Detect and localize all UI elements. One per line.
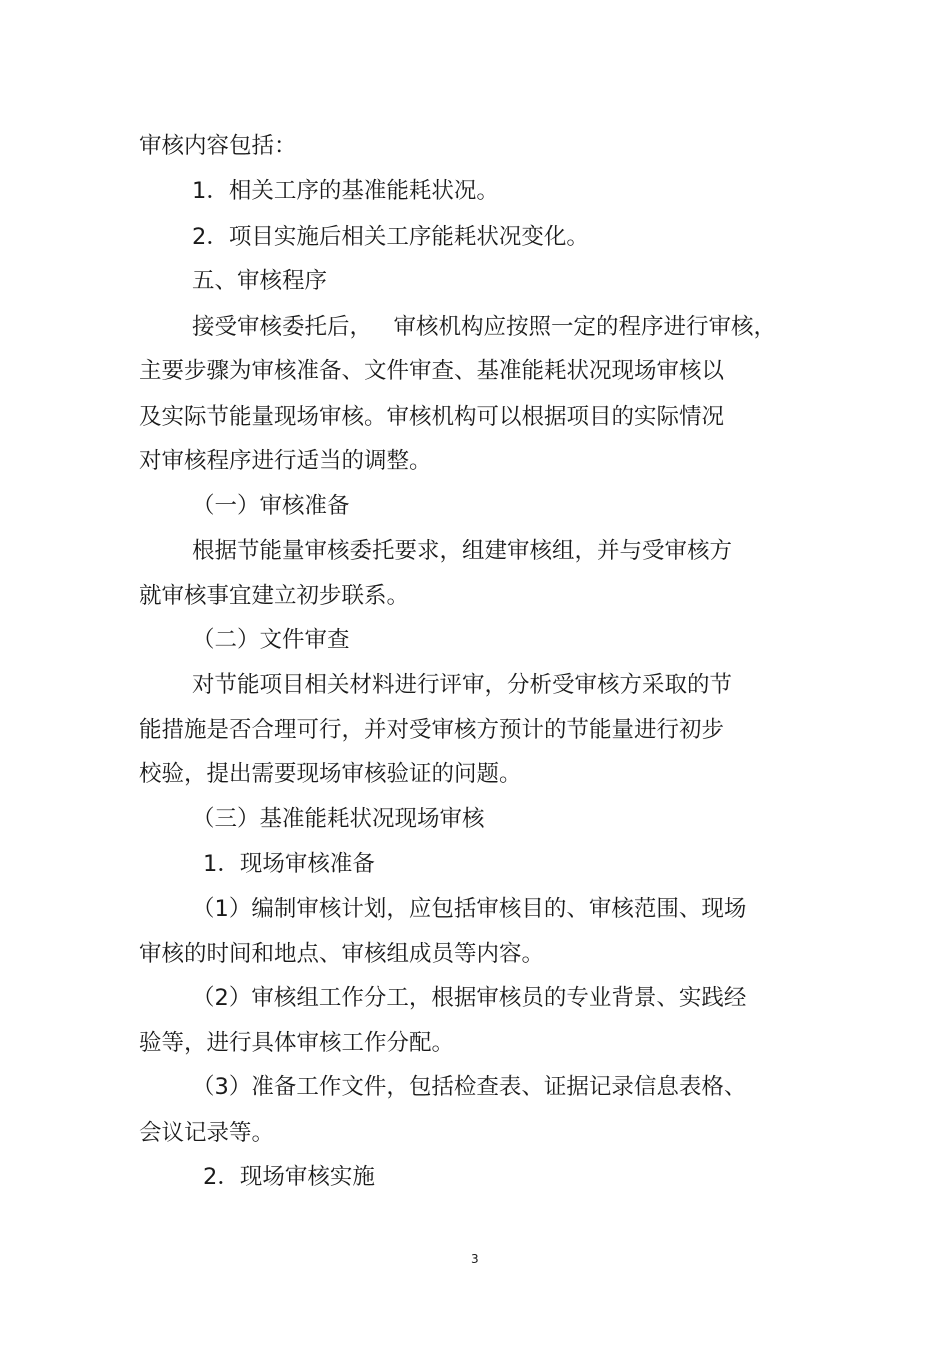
paragraph-line: 审核的时间和地点、审核组成员等内容。 [139, 941, 545, 967]
list-item: 1．相关工序的基准能耗状况。 [192, 178, 499, 204]
subsection-heading: （二）文件审查 [192, 627, 350, 653]
paragraph-line: 会议记录等。 [139, 1120, 275, 1146]
paragraph-line: 对节能项目相关材料进行评审，分析受审核方采取的节 [192, 672, 733, 698]
paragraph-line: 能措施是否合理可行，并对受审核方预计的节能量进行初步 [139, 717, 725, 743]
subsection-heading: （一）审核准备 [192, 493, 350, 519]
list-item: 2．项目实施后相关工序能耗状况变化。 [192, 224, 589, 250]
list-item: 1．现场审核准备 [203, 851, 375, 877]
paragraph-line: 验等，进行具体审核工作分配。 [139, 1030, 455, 1056]
paragraph-line: 就审核事宜建立初步联系。 [139, 583, 410, 609]
subsection-heading: （三）基准能耗状况现场审核 [192, 806, 485, 832]
paragraph-line: 主要步骤为审核准备、文件审查、基准能耗状况现场审核以 [139, 358, 725, 384]
paragraph-line: 接受审核委托后， 审核机构应按照一定的程序进行审核， [192, 314, 776, 340]
paragraph-line: （2）审核组工作分工，根据审核员的专业背景、实践经 [192, 985, 747, 1011]
paragraph-line: 校验，提出需要现场审核验证的问题。 [139, 761, 522, 787]
paragraph-line: 及实际节能量现场审核。审核机构可以根据项目的实际情况 [139, 404, 725, 430]
section-heading: 五、审核程序 [192, 268, 328, 294]
page-number: 3 [471, 1252, 479, 1266]
paragraph-line: 对审核程序进行适当的调整。 [139, 448, 432, 474]
paragraph-line: （3）准备工作文件，包括检查表、证据记录信息表格、 [192, 1074, 747, 1100]
paragraph-line: 根据节能量审核委托要求，组建审核组，并与受审核方 [192, 538, 733, 564]
paragraph-line: （1）编制审核计划，应包括审核目的、审核范围、现场 [192, 896, 747, 922]
list-item: 2．现场审核实施 [203, 1164, 375, 1190]
text-line: 审核内容包括： [139, 133, 297, 159]
